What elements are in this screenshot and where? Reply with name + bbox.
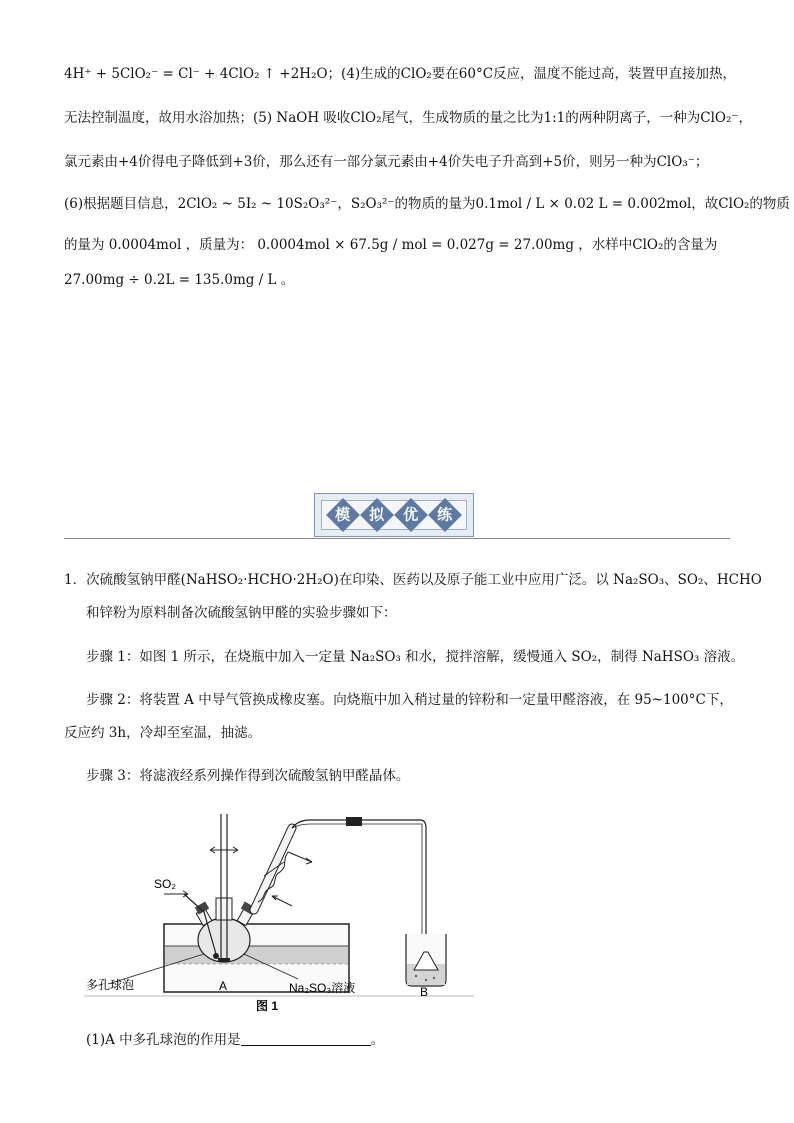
ionic-equation: 4H⁺ + 5ClO₂⁻ = Cl⁻ + 4ClO₂ ↑ +2H₂O: [64, 66, 328, 82]
section-divider: [64, 538, 730, 539]
question-intro-line-2: 和锌粉为原料制备次硫酸氢钠甲醛的实验步骤如下：: [86, 605, 397, 621]
solution-line-5: 的量为 0.0004mol ，质量为： 0.0004mol × 67.5g / mol = 0.027g = 27.00mg ，水样中ClO₂的含量为: [64, 237, 718, 253]
three-neck-flask: [195, 898, 255, 962]
step-2-line-2: 反应约 3h，冷却至室温，抽滤。: [64, 725, 262, 741]
solution-line-6: 27.00mg ÷ 0.2L = 135.0mg / L 。: [64, 272, 295, 288]
condenser: [254, 828, 312, 910]
banner-char: 优: [394, 498, 428, 532]
solution-text: ；(4)生成的ClO₂要在60°C反应，温度不能过高，装置甲直接加热，: [327, 66, 737, 82]
sub-question-1: (1)A 中多孔球泡的作用是 。: [86, 1032, 385, 1048]
step-2-line-1: 步骤 2：将装置 A 中导气管换成橡皮塞。向烧瓶中加入稍过量的锌粉和一定量甲醛溶液，在 95~100°C下，: [86, 692, 733, 708]
label-bubbler: 多孔球泡: [86, 978, 135, 992]
question-intro-line-1: [64, 570, 762, 590]
question-number: 1．: [64, 572, 87, 588]
beaker-b: [406, 934, 446, 986]
solution-line-2: 无法控制温度，故用水浴加热；(5) NaOH 吸收ClO₂尾气，生成物质的量之比为1:1的两种阴离子，一种为ClO₂⁻，: [64, 110, 753, 126]
label-a: A: [219, 979, 228, 993]
question-text: 次硫酸氢钠甲醛(NaHSO₂·HCHO·2H₂O)在印染、医药以及原子能工业中应用广泛。以 Na₂SO₃、SO₂、HCHO: [86, 572, 762, 588]
label-solution: Na₂SO₃溶液: [289, 981, 356, 995]
banner-char: 模: [326, 498, 360, 532]
step-1: 步骤 1：如图 1 所示，在烧瓶中加入一定量 Na₂SO₃ 和水，搅拌溶解，缓慢通入 SO₂，制得 NaHSO₃ 溶液。: [86, 649, 745, 665]
label-b: B: [420, 985, 429, 999]
banner-char: 练: [428, 498, 462, 532]
section-banner: [314, 493, 474, 537]
solution-line-1: [64, 64, 736, 84]
answer-blank[interactable]: [241, 1031, 371, 1046]
step-3: 步骤 3：将滤液经系列操作得到次硫酸氢钠甲醛晶体。: [86, 768, 410, 784]
solution-line-3: 氯元素由+4价得电子降低到+3价，那么还有一部分氯元素由+4价失电子升高到+5价，则另一种为ClO₃⁻；: [64, 154, 709, 170]
solution-line-4: (6)根据题目信息，2ClO₂ ~ 5I₂ ~ 10S₂O₃²⁻，S₂O₃²⁻的物质的量为0.1mol / L × 0.02 L = 0.002mol，故ClO₂的物质: [64, 196, 790, 212]
apparatus-figure: [84, 814, 474, 1014]
label-so2: SO₂: [154, 877, 176, 891]
figure-caption: 图 1: [256, 999, 279, 1013]
banner-char: 拟: [360, 498, 394, 532]
